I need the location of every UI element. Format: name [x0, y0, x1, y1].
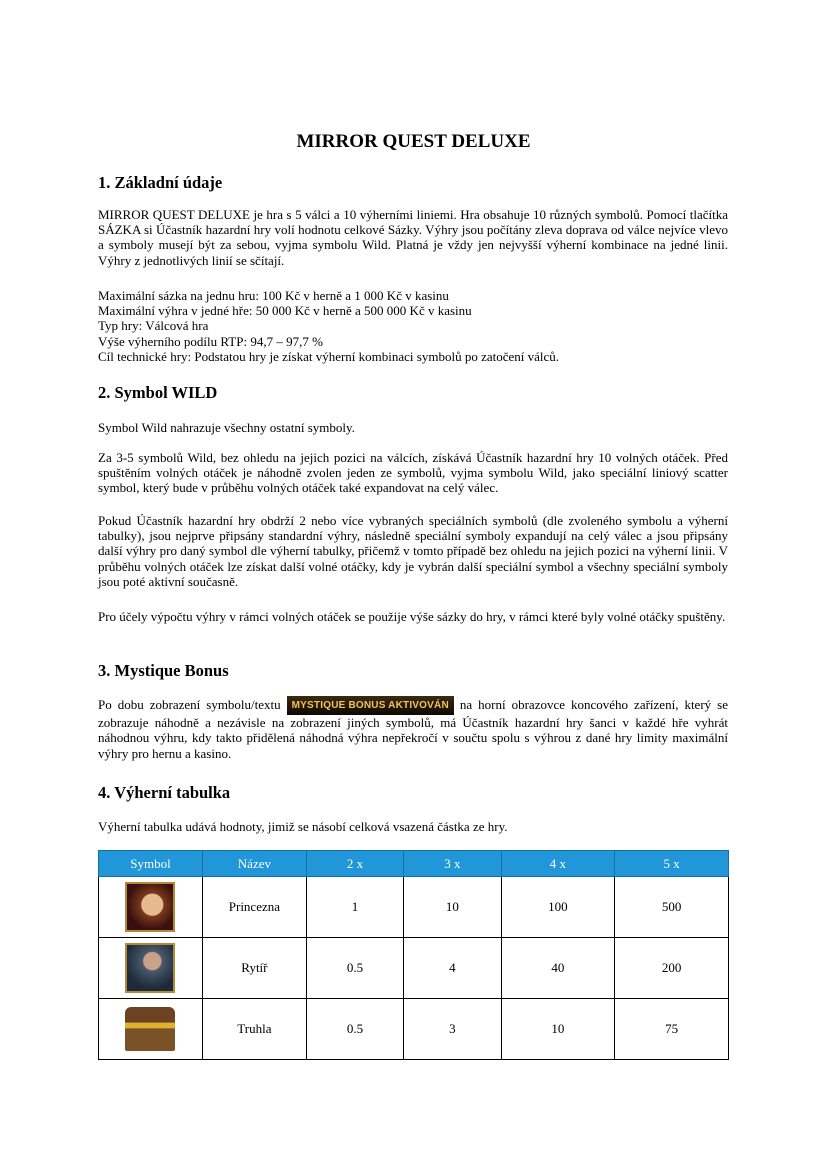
- paytable-intro: Výherní tabulka udává hodnoty, jimiž se násobí celková vsazená částka ze hry.: [98, 819, 508, 834]
- wild-paragraph-1: Symbol Wild nahrazuje všechny ostatní symboly.: [98, 420, 355, 435]
- chest-symbol-icon: [125, 1007, 175, 1051]
- col-2x: 2 x: [306, 851, 403, 877]
- mystique-bonus-badge: MYSTIQUE BONUS AKTIVOVÁN: [287, 696, 454, 715]
- section-heading-mystique: 3. Mystique Bonus: [98, 661, 229, 680]
- princess-symbol-icon: [125, 882, 175, 932]
- basic-info-list: [98, 288, 728, 364]
- knight-symbol-icon: [125, 943, 175, 993]
- col-5x: 5 x: [615, 851, 729, 877]
- col-name: Název: [202, 851, 306, 877]
- section-heading-paytable: 4. Výherní tabulka: [98, 783, 231, 802]
- max-bet-line: Maximální sázka na jednu hru: 100 Kč v herně a 1 000 Kč v kasinu: [98, 288, 449, 303]
- paytable: [98, 850, 729, 1060]
- mystique-paragraph: Po dobu zobrazení symbolu/textu MYSTIQUE BONUS AKTIVOVÁN na horní obrazovce koncového zařízení, který se zobrazuje náhodně a nezávisle na zobrazení jiných symbolů, má Účastník hazardní hry šanci v každé hře vyhrát náhodnou výhru, kdy takto přidělená náhodná výhra nepřekročí v součtu spolu s výhrou z dané hry limity maximální výhry pro hernu a kasino.: [98, 697, 728, 761]
- game-type-line: Typ hry: Válcová hra: [98, 318, 209, 334]
- document-title: MIRROR QUEST DELUXE: [296, 131, 531, 152]
- rtp-line: Výše výherního podílu RTP: 94,7 – 97,7 %: [98, 333, 323, 349]
- table-row: Princezna 1 10 100 500: [99, 877, 729, 938]
- max-win-line: Maximální výhra v jedné hře: 50 000 Kč v herně a 500 000 Kč v kasinu: [98, 303, 472, 319]
- wild-paragraph-4: Pro účely výpočtu výhry v rámci volných otáček se použije výše sázky do hry, v rámci které byly volné otáčky spuštěny.: [98, 609, 726, 624]
- goal-line: Cíl technické hry: Podstatou hry je získat výherní kombinaci symbolů po zatočení válců.: [98, 348, 560, 364]
- paytable-header-row: [99, 851, 729, 877]
- col-symbol: Symbol: [99, 851, 203, 877]
- col-3x: 3 x: [404, 851, 501, 877]
- section-heading-basic-info: 1. Základní údaje: [98, 173, 223, 192]
- table-row: Truhla 0.5 3 10 75: [99, 999, 729, 1060]
- section-heading-wild: 2. Symbol WILD: [98, 383, 218, 402]
- table-row: Rytíř 0.5 4 40 200: [99, 938, 729, 999]
- wild-paragraph-2: Za 3-5 symbolů Wild, bez ohledu na jejich pozici na válcích, získává Účastník hazardní hry 10 volných otáček. Před spuštěním volných otáček je náhodně zvolen jeden ze symbolů, vyjma symbolu Wild, jako speciální liniový scatter symbol, který bude v průběhu volných otáček také expandovat na celý válec.: [98, 450, 728, 496]
- wild-paragraph-3: Pokud Účastník hazardní hry obdrží 2 nebo více vybraných speciálních symbolů (dle zvoleného symbolu a výherní tabulky), jsou nejprve připsány standardní výhry, následně speciální symboly expandují na celý válec a jsou připsány další výhry pro daný symbol dle výherní tabulky, přičemž v tomto případě bez ohledu na jejich pozici na výherní linii. V průběhu volných otáček lze získat další volné otáčky, kdy je vybrán další speciální symbol a všechny speciální symboly jsou poté aktivní současně.: [98, 513, 728, 589]
- col-4x: 4 x: [501, 851, 615, 877]
- basic-info-paragraph: MIRROR QUEST DELUXE je hra s 5 válci a 10 výherními liniemi. Hra obsahuje 10 různých symbolů. Pomocí tlačítka SÁZKA si Účastník hazardní hry volí hodnotu celkové Sázky. Výhry jsou počítány zleva doprava od válce nejvíce vlevo a symboly musejí být za sebou, vyjma symbolu Wild. Platná je vždy jen nejvyšší výherní kombinace na jedné linii. Výhry z jednotlivých linií se sčítají.: [98, 207, 728, 268]
